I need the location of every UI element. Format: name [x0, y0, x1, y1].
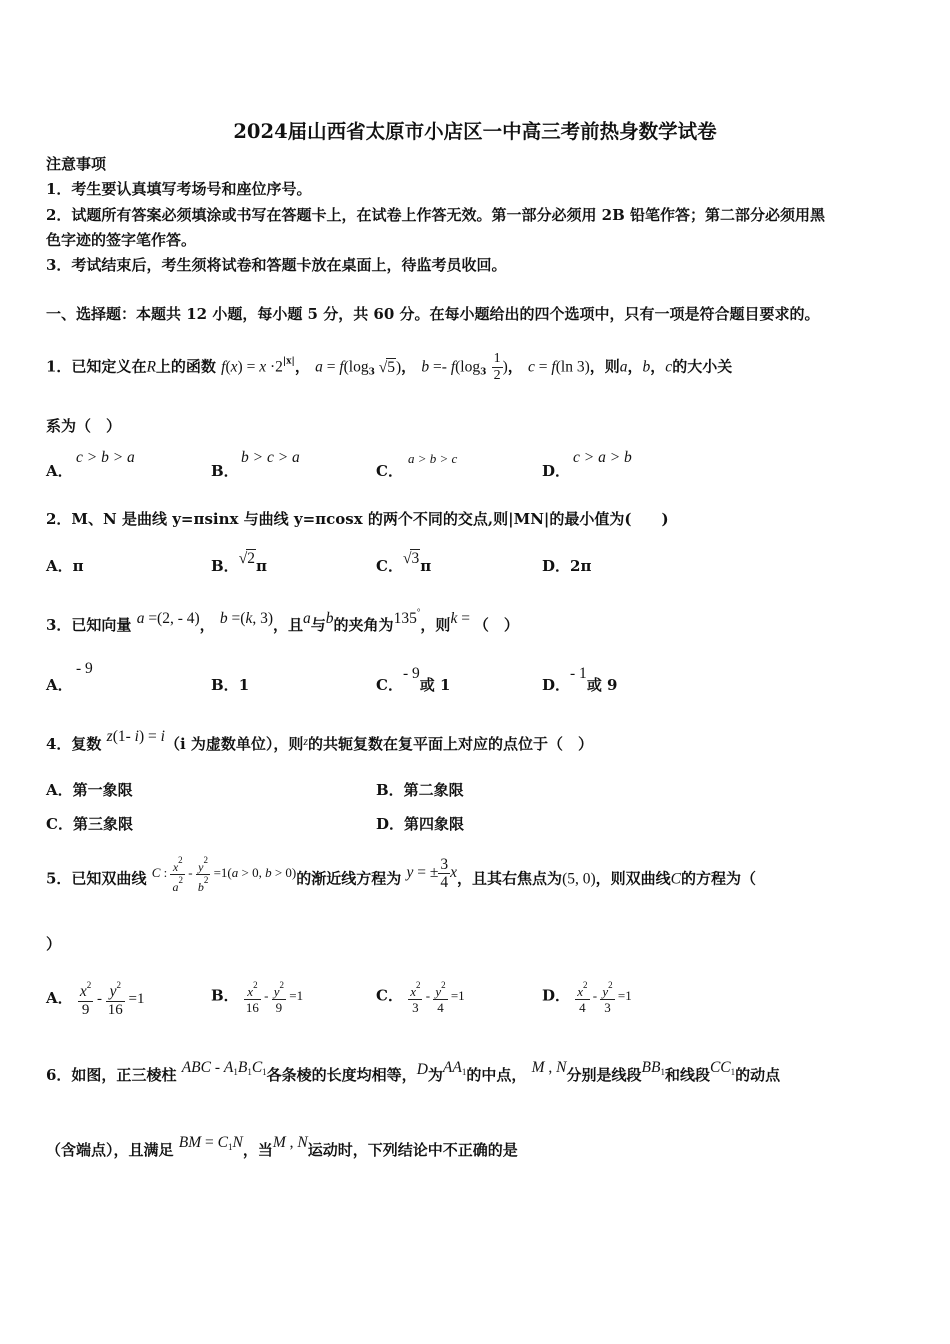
q1-option-b-label[interactable]: B．: [211, 462, 239, 480]
q5-option-a[interactable]: A． $\frac{x^2}{9}$ - $\frac{y^2}{16}$ =1: [46, 980, 145, 1018]
q1-option-d-label[interactable]: D．: [542, 462, 571, 480]
q3-option-a-label[interactable]: A．: [46, 676, 73, 694]
q1-option-c: a > b > c: [408, 451, 458, 466]
q3-option-d[interactable]: D．- 1或 9: [542, 665, 618, 694]
q3-option-a: - 9: [76, 660, 93, 677]
notice-item-1: 1．考生要认真填写考场号和座位序号。: [46, 180, 312, 198]
q4-option-a[interactable]: A．第一象限: [46, 781, 133, 799]
q2-option-a[interactable]: A．π: [46, 557, 84, 575]
q5-option-c[interactable]: C． $\frac{x^2}{3}$ - $\frac{y^2}{4}$ =1: [376, 980, 465, 1015]
q4-option-d[interactable]: D．第四象限: [376, 815, 465, 833]
q1-option-a: c > b > a: [76, 449, 135, 466]
q3-option-b[interactable]: B．1: [211, 676, 250, 694]
q5-option-b[interactable]: B． $\frac{x^2}{16}$ - $\frac{y^2}{9}$ =1: [211, 980, 304, 1015]
question-6-cont: （含端点），且满足 BM = $C_1N$，当M , N运动时，下列结论中不正确的是: [46, 1134, 518, 1159]
notice-item-3: 3．考试结束后，考生须将试卷和答题卡放在桌面上，待监考员收回。: [46, 256, 507, 274]
question-6: 6．如图，正三棱柱 ABC - $A_1B_1C_1$各条棱的长度均相等，D为$AA_1$的中点， M , N分别是线段$BB_1$和线段$CC_1$的动点: [46, 1059, 781, 1084]
q4-option-b[interactable]: B．第二象限: [376, 781, 464, 799]
q1-option-c-label[interactable]: C．: [376, 462, 403, 480]
q5-option-d[interactable]: D． $\frac{x^2}{4}$ - $\frac{y^2}{3}$ =1: [542, 980, 632, 1015]
q4-option-c[interactable]: C．第三象限: [46, 815, 133, 833]
page-title: 2024届山西省太原市小店区一中高三考前热身数学试卷: [233, 120, 717, 143]
section-heading: 一、选择题：本题共 12 小题，每小题 5 分，共 60 分。在每小题给出的四个选项中，只有一项是符合题目要求的。: [46, 305, 820, 323]
notice-heading: 注意事项: [46, 155, 107, 173]
question-2: 2．M、N 是曲线 y=πsinx 与曲线 y=πcosx 的两个不同的交点,则|MN|的最小值为( ): [46, 510, 669, 528]
question-3: 3．已知向量 a =(2, - 4)， b =(k, 3)，且a与b的夹角为135°，则k = （ ）: [46, 607, 519, 634]
question-1-cont: 系为（ ）: [46, 417, 122, 435]
question-5-cont: ）: [46, 935, 62, 953]
question-4: 4．复数 z(1- i) = i（i 为虚数单位），则$^z$的共轭复数在复平面上对应的点位于（ ）: [46, 728, 594, 753]
question-1: 1．已知定义在R上的函数 $f(x) = x \cdot 2^{|x|}$， $a = f(\log_3$ √5)， $b =- f(\log_3$ $\frac{1}{2}$ )， c = f(ln 3)，则a，b，c的大小关: [46, 351, 733, 383]
notice-item-2-cont: 色字迹的签字笔作答。: [46, 231, 197, 249]
question-5: 5．已知双曲线 C : $\frac{x^2}{a^2}$ - $\frac{y^2}{b^2}$ =1(a > 0, b > 0)的渐近线方程为 y = ± $\frac{3}{4}$ x，且其右焦点为(5, 0)，则双曲线C的方程为（: [46, 855, 757, 894]
q2-option-d[interactable]: D．2π: [542, 557, 592, 575]
notice-item-2: 2．试题所有答案必须填涂或书写在答题卡上，在试卷上作答无效。第一部分必须用 2B 铅笔作答；第二部分必须用黑: [46, 206, 826, 224]
q1-option-a-label[interactable]: A．: [46, 462, 73, 480]
q1-option-b: b > c > a: [241, 449, 300, 466]
q2-option-b[interactable]: B．√2π: [211, 550, 267, 575]
q1-option-d: c > a > b: [573, 449, 632, 466]
q2-option-c[interactable]: C．√3π: [376, 550, 432, 575]
q3-option-c[interactable]: C．- 9或 1: [376, 665, 451, 694]
